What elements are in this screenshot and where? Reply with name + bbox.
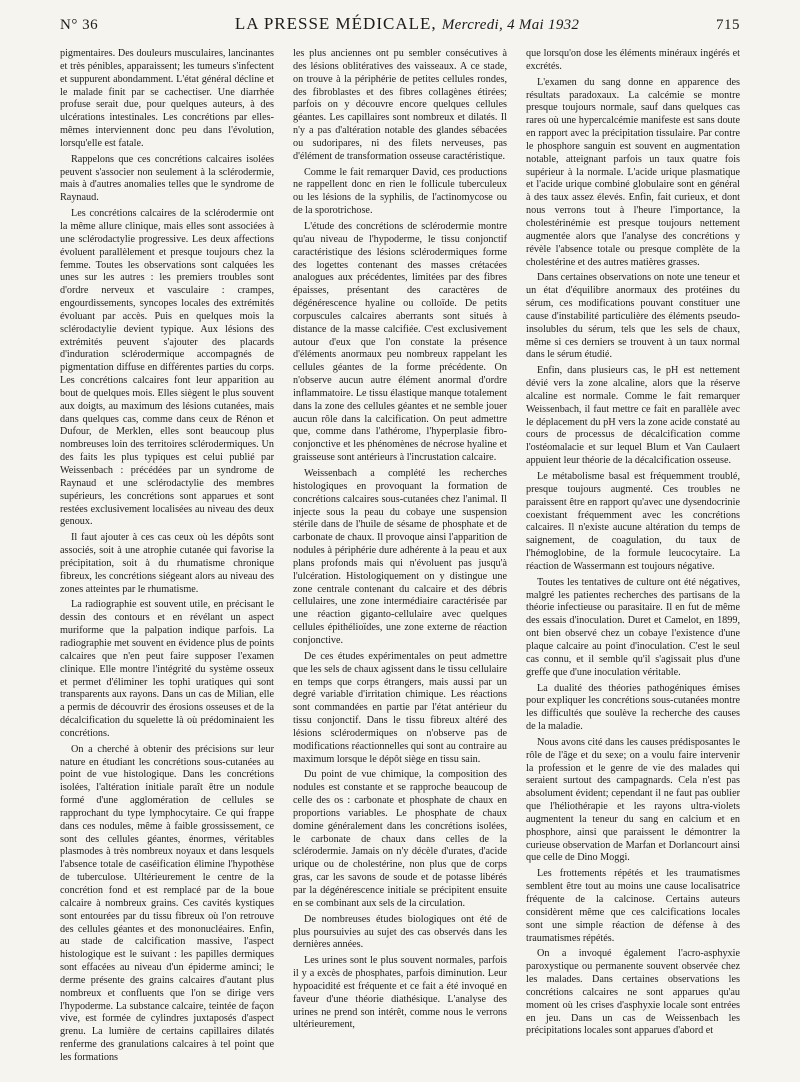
paragraph: Dans certaines observations on note une teneur et un état d'équilibre anormaux des protéines du sérum, ces modifications pouvant constituer une cause d'instabilité particulière des éléments pseudo-insolubles du sérum, tels que les sels de chaux, même si ces derniers se trouvent à un taux normal dans le sérum étudié.: [526, 272, 740, 361]
paragraph: De ces études expérimentales on peut admettre que les sels de chaux agissent dans le tissu cellulaire en temps que corps étrangers, mais aussi par un degré variable d'irritation chimique. Les réactions sont commandées en partie par l'état antérieur du tissu conjonctif. Dans le tissu fibreux altéré des lésions sclérodermiques on n'observe pas de modifications réactionnelles qui sont au contraire au maximum lorsque le dépôt siège en tissu sain.: [293, 650, 507, 765]
paragraph: Les frottements répétés et les traumatismes semblent être tout au moins une cause localisatrice fréquente de la calcinose. Certains auteurs considèrent même que ces calcifications locales sont une simple réaction de défense à des traumatismes répétés.: [526, 868, 740, 944]
paragraph: Toutes les tentatives de culture ont été négatives, malgré les patientes recherches des partisans de la théorie infectieuse ou parasitaire. Il en fut de même des essais d'inoculation. Duret et Camelot, en 1899, ont bien observé chez un cobaye l'existence d'une plaque calcaire au point d'inoculation. C'est le seul cas connu, et il semble qu'il s'agissait plus d'une greffe que d'une inoculation véritable.: [526, 576, 740, 678]
masthead: [235, 14, 579, 34]
paragraph: que lorsqu'on dose les éléments minéraux ingérés et excrétés.: [526, 48, 740, 72]
paragraph: pigmentaires. Des douleurs musculaires, lancinantes et très pénibles, apparaissent; les tumeurs s'infectent et suppurent abondamment. L'état général décline et le malade finit par se cachectiser. Une diarrhée profuse serait due, pour quelques auteurs, à des ulcérations intestinales. Les concrétions par elles-mêmes interviennent donc peu dans l'évolution, lorsqu'elle est fatale.: [60, 48, 274, 149]
paragraph: L'examen du sang donne en apparence des résultats paradoxaux. La calcémie se montre presque toujours normale, sauf dans quelques cas rares où une hypercalcémie manifeste est sans doute en rapport avec la précipitation tissulaire. Par contre le phosphore sanguin est souvent en augmentation notable, atteignant parfois un taux quatre fois supérieur à la normale. L'acide urique plasmatique et l'acide urique combiné globulaire sont en général à des taux assez élevés. Enfin, fait curieux, et dont nous verrons tout à l'heure l'importance, la cholestérinémie est presque toujours nettement augmentée alors que l'analyse des concrétions y révèle l'absence totale ou presque complète de la cholestérine et des autres matières grasses.: [526, 76, 740, 268]
paragraph: Les urines sont le plus souvent normales, parfois il y a excès de phosphates, parfois diminution. Leur hypoacidité est fréquente et ce fait a été invoqué en faveur d'une théorie diathésique. L'analyse des urines ne prend son intérêt, comme nous le verrons ultérieurement,: [293, 955, 507, 1031]
publication-date: Mercredi, 4 Mai 1932: [441, 17, 580, 33]
paragraph: La dualité des théories pathogéniques émises pour expliquer les concrétions sous-cutanées montre les difficultés que soulève la recherche des causes de la maladie.: [526, 682, 740, 733]
running-header: [60, 14, 740, 40]
paragraph: Les concrétions calcaires de la sclérodermie ont la même allure clinique, mais elles sont associées à une sclérodactylie progressive. Les deux affections évoluent parallèlement et presque toujours chez la femme. Toutes les observations sont calquées les unes sur les autres : les premiers troubles sont d'ordre nerveux et vasculaire : crampes, engourdissements, syncopes locales des extrémités évoluant par accès. Puis en quelques mois la sclérodactylie devient typique. Aux lésions des extrémités peuvent s'ajouter des placards d'induration sclérodermique accompagnés de pigmentation diffuse en différentes parties du corps. Les concrétions calcaires font leur apparition au bout de quelques mois. Elles siègent le plus souvent aux doigts, au maximum des lésions cutanées, mais dans quelques cas, comme dans ceux de Rénon et Dufour, de Merklen, elles sont beaucoup plus nombreuses loin des territoires sclérodermiques. Un des faits les plus typiques est celui publié par Weissenbach : précédées par un syndrome de Raynaud et une sclérodactylie des membres supérieurs, les concrétions sont apparues et sont restées exclusivement localisées au niveau des deux genoux.: [60, 208, 274, 528]
paragraph: Du point de vue chimique, la composition des nodules est constante et se rapproche beaucoup de celle des os : carbonate et phosphate de chaux en proportions variables. Le phosphate de chaux domine généralement dans les concrétions isolées, le carbonate de chaux dans celles de la sclérodermie. Jamais on n'y décèle d'urates, d'acide urique ou de cholestérine, non plus que de corps gras, car les savons de soude et de potasse libérés par la dégénérescence initiale se précipitent ensuite en se combinant aux sels de la circulation.: [293, 769, 507, 909]
paragraph: les plus anciennes ont pu sembler consécutives à des lésions oblitératives des vaisseaux. A ce stade, on trouve à la périphérie de petites cellules rondes, des fibroblastes et des fibres collagènes étirées; parfois on y découvre encore quelques cellules géantes. Les capillaires sont nombreux et dilatés. Il n'y a pas d'altération notable des glandes sébacées ou sudoripares, ni des filets nerveuses, pas d'élément de transformation osseuse caractéristique.: [293, 48, 507, 162]
paragraph: Enfin, dans plusieurs cas, le pH est nettement dévié vers la zone alcaline, alors que la réserve alcaline est normale. Comme le fait remarquer Weissenbach, il faut mettre ce fait en parallèle avec le déplacement du pH vers la zone acide constaté au cours de processus de décalcification comme l'ostéomalacie et sur lequel Blum et Van Caulaert appuient leur théorie de la décalcification osseuse.: [526, 365, 740, 467]
paragraph: Rappelons que ces concrétions calcaires isolées peuvent s'associer non seulement à la sclérodermie, mais à d'autres anomalies telles que le syndrome de Raynaud.: [60, 153, 274, 204]
paragraph: La radiographie est souvent utile, en précisant le dessin des contours et en révélant un aspect muriforme que la palpation indique parfois. La radiographie met souvent en évidence plus de points calcaires que n'en peut faire supposer l'examen clinique. Elle montre l'intégrité du système osseux et permet d'éliminer les tophi uratiques qui sont transparents aux rayons. Dans un cas de Milian, elle a permis de découvrir des érosions osseuses et de la décalcification du squelette là où prédominaient les concrétions.: [60, 599, 274, 739]
paragraph: On a invoqué également l'acro-asphyxie paroxystique ou permanente souvent observée chez les malades. Dans certaines observations les concrétions calcaires ne sont apparues qu'au moment où les crises d'asphyxie locale sont entrées en jeu. Dans un cas de Weissenbach les précipitations locales sont apparues d'abord et: [526, 948, 740, 1037]
paragraph: L'étude des concrétions de sclérodermie montre qu'au niveau de l'hypoderme, le tissu conjonctif caractéristique des lésions sclérodermiques forme des logettes contenant des masses crétacées analogues aux précédentes, limitées par des fibres épaisses, présentant des caractères de dégénérescence hyaline ou colloïde. De petits corpuscules calcaires aberrants sont situés à distance de la masse calcifiée. C'est exclusivement autour d'eux que l'on constate la présence d'éléments anormaux peu nombreux rappelant les cellules géantes de la forme précédente. On n'observe aucun autre élément anormal d'ordre inflammatoire. Le tissu élastique manque totalement dans la zone des cellules géantes et ne semble jouer aucun rôle dans la calcification. On peut admettre que, comme dans l'athérome, l'hyperplasie fibro-conjonctive et les phénomènes de nécrose hyaline et graisseuse sont antérieurs à l'incrustation calcaire.: [293, 220, 507, 464]
paragraph: Comme le fait remarquer David, ces productions ne rappellent donc en rien le follicule tuberculeux ou les lésions de la syphilis, de l'actinomycose ou de la sporotrichose.: [293, 166, 507, 217]
paragraph: Nous avons cité dans les causes prédisposantes le rôle de l'âge et du sexe; on a voulu faire intervenir la profession et le genre de vie des malades qui seraient surtout des campagnards. Cela n'est pas absolument évident; cependant il ne faut pas oublier que l'héliothérapie et les rayons ultra-violets augmentent la teneur du sang en calcium et en phosphore, ainsi que paraissent le démontrer la curieuse observation de Marfan et Dorlancourt ainsi que celle de Dino Moggi.: [526, 736, 740, 864]
paragraph: De nombreuses études biologiques ont été de plus poursuivies au sujet des cas observés dans les dernières années.: [293, 913, 507, 951]
issue-number: N° 36: [60, 17, 99, 33]
paragraph: Weissenbach a complété les recherches histologiques en provoquant la formation de concrétions calcaires sous-cutanées chez l'animal. Il injecte sous la peau du cobaye une suspension stérile dans de l'huile de sésame de phosphate et de carbonate de chaux. Il provoque ainsi l'apparition de nodules à périphérie dure adhérente à la peau et aux plans profonds mais qui n'évoluent pas jusqu'à l'ulcération. Histologiquement on y distingue une zone centrale contenant du calcaire et des débris cellulaires, une zone intermédiaire caractérisée par une réaction giganto-cellulaire avec quelques cellules épithélioïdes, une zone externe de réaction conjonctive.: [293, 468, 507, 646]
paragraph: Il faut ajouter à ces cas ceux où les dépôts sont associés, soit à une atrophie cutanée qui favorise la précipitation, soit à du rhumatisme chronique fibreux, les concrétions siégeant alors au niveau des zones atteintes par le rhumatisme.: [60, 532, 274, 595]
publication-title: LA PRESSE MÉDICALE,: [234, 14, 437, 33]
text-column-3: [526, 48, 740, 1070]
text-column-2: [293, 48, 507, 1070]
page-number: 715: [716, 17, 740, 33]
paragraph: Le métabolisme basal est fréquemment troublé, presque toujours augmenté. Ces troubles ne paraissent être en rapport qu'avec une dysendocrinie coexistant fréquemment avec les concrétions calcaires. Il n'existe aucune altération du temps de saignement, de coagulation, du taux de l'hémoglobine, de la formule leucocytaire. La réaction de Wassermann est toujours négative.: [526, 471, 740, 572]
paragraph: On a cherché à obtenir des précisions sur leur nature en étudiant les concrétions sous-cutanées au point de vue histologique. Dans les concrétions isolées, l'altération initiale paraît être un nodule formé d'une agglomération de cellules se rapprochant du type lymphocytaire. Ce qui frappe dans ces nodules, même à faible grossissement, ce sont des cellules géantes, énormes, véritables plasmodes à très nombreux noyaux et dans lesquels l'absence totale de caséification élimine l'hypothèse de tuberculose. Ultérieurement le centre de la concrétion fond et est remplacé par de la boue calcaire à nombreux grains. Ces cavités kystiques sont entourées par du tissu fibreux où l'on retrouve des cellules géantes et des mononucléaires. Enfin, au stade de calcification massive, l'aspect histologique est le suivant : les papilles dermiques sont effacées au niveau d'un épiderme aminci; le derme présente des grains calcaires d'autant plus nombreux et confluents que l'on se dirige vers l'hypoderme. La substance calcaire, teintée de façon vive, est formée de cylindres juxtaposés d'aspect grenu. La lumière de certains capillaires dilatés renferme des granulations calcaires à tel point que les formations: [60, 743, 274, 1063]
text-column-1: [60, 48, 274, 1070]
text-columns: [60, 48, 740, 1070]
